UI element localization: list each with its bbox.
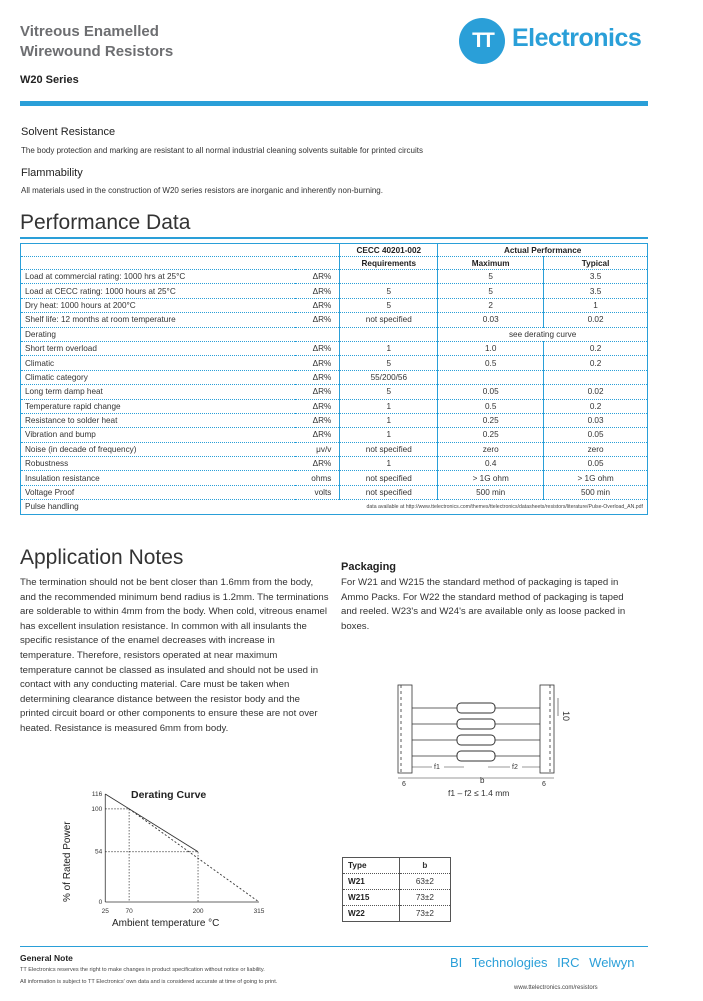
test-unit: ΔR% (295, 313, 340, 327)
table-row (21, 356, 648, 370)
table-row (343, 890, 451, 906)
test-name: Load at CECC rating: 1000 hours at 25°C (21, 284, 295, 298)
type-header: Type (343, 858, 400, 874)
x-tick-label: 70 (125, 908, 133, 915)
derating-chart (56, 782, 291, 932)
y-tick-label: 0 (98, 899, 103, 906)
test-unit: ΔR% (295, 356, 340, 370)
typical-value: 0.2 (544, 356, 648, 370)
b-value: 63±2 (399, 874, 450, 890)
maximum-header: Maximum (438, 257, 544, 270)
table-row (21, 385, 648, 399)
x-tick-label: 200 (192, 908, 204, 915)
test-name: Insulation resistance (21, 471, 295, 485)
derating-req (340, 327, 438, 341)
maximum-value: 0.4 (438, 457, 544, 471)
typical-value: 0.03 (544, 413, 648, 427)
maximum-value: 0.5 (438, 399, 544, 413)
table-row (21, 284, 648, 298)
maximum-value: 0.5 (438, 356, 544, 370)
table-row (21, 298, 648, 312)
typical-value: zero (544, 442, 648, 456)
table-row (343, 874, 451, 890)
chart-xlabel: Ambient temperature °C (112, 918, 220, 929)
pulse-label: Pulse handling (21, 500, 295, 514)
solvent-heading: Solvent Resistance (21, 126, 116, 138)
typical-value: 3.5 (544, 270, 648, 284)
title-line-1: Vitreous Enamelled (20, 23, 159, 40)
typical-value: 3.5 (544, 284, 648, 298)
f2-label: f2 (512, 764, 518, 771)
test-unit: ΔR% (295, 399, 340, 413)
typical-value: 0.2 (544, 399, 648, 413)
performance-heading: Performance Data (20, 211, 191, 234)
b-label: b (480, 776, 485, 785)
typical-value (544, 370, 648, 384)
chart-guide-line (105, 809, 129, 902)
table-row (21, 341, 648, 355)
typical-value: 0.05 (544, 457, 648, 471)
test-name: Robustness (21, 457, 295, 471)
type-table (342, 857, 451, 922)
requirement-value: 1 (340, 413, 438, 427)
maximum-value: 5 (438, 284, 544, 298)
type-table-header (343, 858, 451, 874)
test-name: Long term damp heat (21, 385, 295, 399)
maximum-value: 5 (438, 270, 544, 284)
table-row (343, 906, 451, 922)
table-row (21, 485, 648, 499)
packaging-diagram (392, 680, 582, 800)
maximum-value: > 1G ohm (438, 471, 544, 485)
table-row (21, 471, 648, 485)
typical-value: 500 min (544, 485, 648, 499)
test-unit: ΔR% (295, 428, 340, 442)
y-tick-label: 54 (95, 848, 103, 856)
solvent-text: The body protection and marking are resistant to all normal industrial cleaning solvents suitable for printed circuits (21, 146, 423, 155)
table-row (21, 399, 648, 413)
b-header: b (399, 858, 450, 874)
test-name: Climatic category (21, 370, 295, 384)
requirement-value (340, 270, 438, 284)
requirement-value: not specified (340, 313, 438, 327)
chart-series-cecc (129, 809, 259, 902)
general-note-heading: General Note (20, 953, 73, 963)
general-note-line-2: All information is subject to TT Electronics' own data and is considered accurate at time of going to print. (20, 979, 278, 985)
test-name: Temperature rapid change (21, 399, 295, 413)
table-row (21, 370, 648, 384)
test-unit: ohms (295, 471, 340, 485)
typical-value: 0.02 (544, 385, 648, 399)
test-name: Noise (in decade of frequency) (21, 442, 295, 456)
test-unit: ΔR% (295, 385, 340, 399)
type-name: W22 (343, 906, 400, 922)
tolerance-label: f1 – f2 ≤ 1.4 mm (448, 788, 510, 798)
header-rule (20, 101, 648, 106)
test-unit: ΔR% (295, 413, 340, 427)
table-row-pulse (21, 500, 648, 514)
table-row (21, 270, 648, 284)
test-name: Load at commercial rating: 1000 hrs at 25°C (21, 270, 295, 284)
test-name: Shelf life: 12 months at room temperature (21, 313, 295, 327)
x-tick-label: 25 (101, 908, 109, 915)
test-unit: ΔR% (295, 270, 340, 284)
general-note-line-1: TT Electronics reserves the right to make changes in product specification without notice or liability. (20, 967, 265, 973)
table-row (21, 313, 648, 327)
chart-series-commercial (105, 794, 198, 852)
test-unit: ΔR% (295, 370, 340, 384)
table-row (21, 442, 648, 456)
performance-rule (20, 237, 648, 239)
test-name: Voltage Proof (21, 485, 295, 499)
test-name: Dry heat: 1000 hours at 200°C (21, 298, 295, 312)
requirement-value: 5 (340, 385, 438, 399)
website-url: www.ttelectronics.com/resistors (514, 985, 598, 991)
document-title (20, 22, 173, 62)
series-label: W20 Series (20, 74, 79, 86)
requirement-value: 5 (340, 356, 438, 370)
typical-value: 0.05 (544, 428, 648, 442)
requirement-value: not specified (340, 442, 438, 456)
typical-value: > 1G ohm (544, 471, 648, 485)
maximum-value: 500 min (438, 485, 544, 499)
flammability-text: All materials used in the construction of W20 series resistors are inorganic and inherently non-burning. (21, 186, 383, 195)
tt-logo-text: Electronics (512, 24, 642, 52)
requirement-value: 1 (340, 399, 438, 413)
maximum-value (438, 370, 544, 384)
table-row (21, 457, 648, 471)
table-header-row-1 (21, 244, 648, 257)
requirements-header: Requirements (340, 257, 438, 270)
resistor-body (457, 703, 495, 761)
requirement-value: 5 (340, 284, 438, 298)
type-name: W21 (343, 874, 400, 890)
chart-ylabel: % of Rated Power (62, 821, 73, 902)
maximum-value: 0.05 (438, 385, 544, 399)
typical-value: 0.02 (544, 313, 648, 327)
type-name: W215 (343, 890, 400, 906)
b-value: 73±2 (399, 890, 450, 906)
test-name: Vibration and bump (21, 428, 295, 442)
pulse-value: data available at http://www.ttelectronics.com/themes/ttelectronics/datasheets/resistors/literature/Pulse-Overload_AN.pdf (295, 500, 648, 514)
test-name: Resistance to solder heat (21, 413, 295, 427)
test-unit: ΔR% (295, 341, 340, 355)
maximum-value: 0.25 (438, 413, 544, 427)
requirement-value: 5 (340, 298, 438, 312)
typical-header: Typical (544, 257, 648, 270)
table-row (21, 428, 648, 442)
maximum-value: 2 (438, 298, 544, 312)
chart-title: Derating Curve (131, 789, 207, 801)
requirement-value: 55/200/56 (340, 370, 438, 384)
derating-label: Derating (21, 327, 295, 341)
table-header-row-2 (21, 257, 648, 270)
typical-value: 1 (544, 298, 648, 312)
packaging-text: For W21 and W215 the standard method of packaging is taped in Ammo Packs. For W22 the standard method of packaging is taped and reeled. W23's and W24's are available only as loose packed in boxes. (341, 577, 626, 632)
test-unit: ΔR% (295, 457, 340, 471)
dim-10-label: 10 (561, 711, 571, 722)
requirement-value: not specified (340, 485, 438, 499)
maximum-value: zero (438, 442, 544, 456)
test-unit: ΔR% (295, 298, 340, 312)
tt-logo-mark: TT (459, 18, 505, 64)
brand-names: BI Technologies IRC Welwyn (450, 955, 635, 970)
maximum-value: 1.0 (438, 341, 544, 355)
test-unit: μv/v (295, 442, 340, 456)
packaging-heading: Packaging (341, 561, 397, 573)
requirement-value: not specified (340, 471, 438, 485)
table-row (21, 413, 648, 427)
six-left-label: 6 (402, 781, 406, 788)
table-row-derating (21, 327, 648, 341)
y-tick-label: 100 (91, 805, 103, 813)
test-name: Climatic (21, 356, 295, 370)
x-tick-label: 315 (253, 908, 265, 915)
flammability-heading: Flammability (21, 167, 83, 179)
derating-unit (295, 327, 340, 341)
footer-rule (20, 946, 648, 947)
chart-guide-line (105, 852, 198, 902)
typical-value: 0.2 (544, 341, 648, 355)
test-name: Short term overload (21, 341, 295, 355)
requirement-value: 1 (340, 428, 438, 442)
application-notes-heading: Application Notes (20, 546, 184, 569)
performance-table (20, 243, 648, 515)
actual-performance-header: Actual Performance (438, 244, 648, 257)
maximum-value: 0.03 (438, 313, 544, 327)
test-unit: ΔR% (295, 284, 340, 298)
test-unit: volts (295, 485, 340, 499)
application-notes-text: The termination should not be bent closer than 1.6mm from the body, and the recommended minimum bend radius is 1.2mm. The terminations are solderable to within 4mm from the body. When cold, vitreous enamel has excellent insulation resistance. In common with all insulants the specific resistance of the enamel decreases with increase in temperature. Therefore, resistors operated at near maximum temperature cannot be classed as insulated and should not be used in contact with any conducting material. Care must be taken when determining clearance distance between the resistor body and the printed circuit board or other components to ensure these are not over heated. Resistance is measured 6mm from body. (20, 577, 329, 734)
derating-value: see derating curve (438, 327, 648, 341)
requirement-value: 1 (340, 457, 438, 471)
title-line-2: Wirewound Resistors (20, 43, 174, 60)
b-value: 73±2 (399, 906, 450, 922)
maximum-value: 0.25 (438, 428, 544, 442)
six-right-label: 6 (542, 781, 546, 788)
f1-label: f1 (434, 764, 440, 771)
cecc-header: CECC 40201-002 (340, 244, 438, 257)
requirement-value: 1 (340, 341, 438, 355)
y-tick-label: 116 (91, 791, 103, 798)
